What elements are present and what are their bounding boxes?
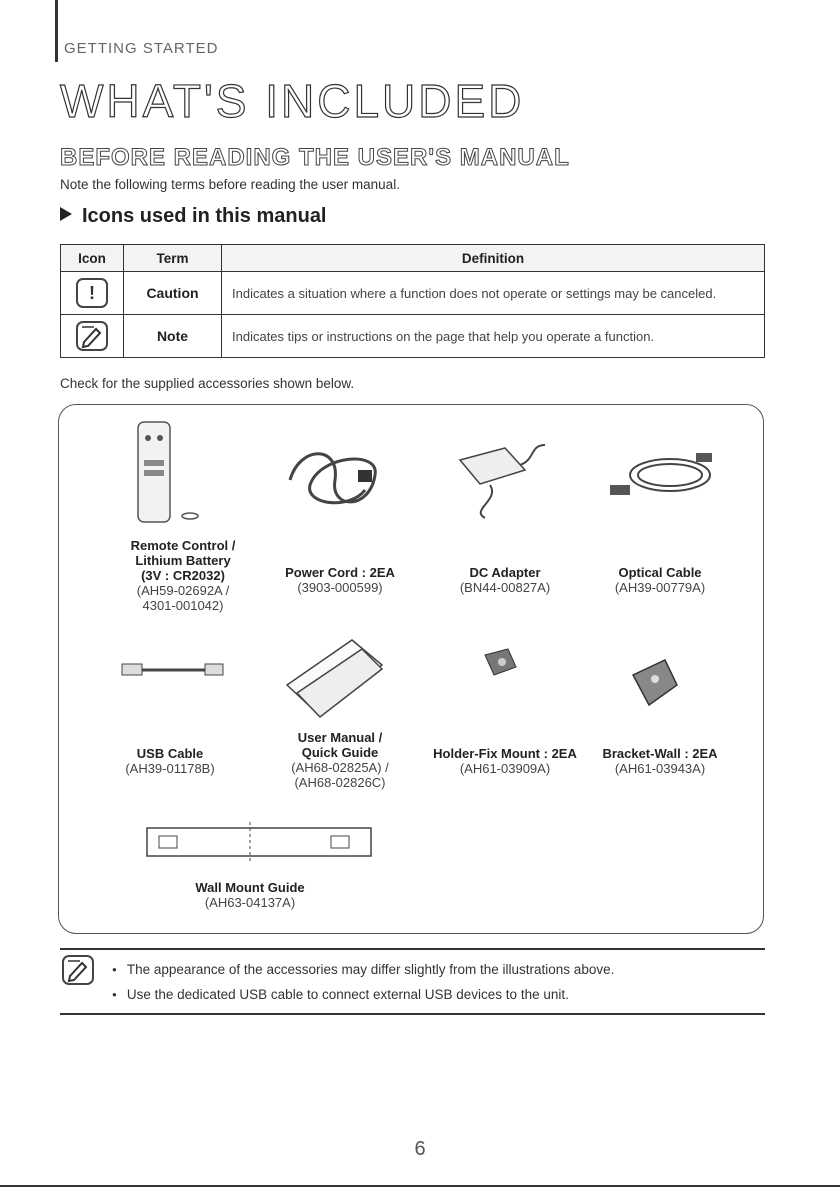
- table-header-row: [61, 245, 765, 272]
- page-number: 6: [414, 1138, 426, 1160]
- icons-heading-text: Icons used in this manual: [82, 205, 327, 227]
- note-divider-top: [60, 948, 765, 950]
- optical-cable-image: [600, 445, 720, 515]
- accessory-power-cord: Power Cord : 2EA (3903-000599): [285, 565, 395, 595]
- accessory-usb-cable: USB Cable (AH39-01178B): [125, 746, 215, 776]
- holder-fix-mount-image: [480, 645, 520, 685]
- wall-mount-guide-image: [145, 822, 375, 862]
- note-icon: [76, 321, 108, 351]
- accessory-user-manual: User Manual / Quick Guide (AH68-02825A) / (AH68-02826C): [291, 730, 389, 790]
- table-header-term: Term: [124, 245, 222, 272]
- check-text: Check for the supplied accessories shown below.: [60, 376, 355, 391]
- icons-heading: [60, 205, 327, 228]
- user-manual-image: [282, 635, 387, 725]
- term-cell: Caution: [124, 272, 222, 315]
- accessory-wall-mount-guide: Wall Mount Guide (AH63-04137A): [195, 880, 305, 910]
- bracket-wall-image: [625, 655, 685, 715]
- note-divider-bottom: [60, 1013, 765, 1015]
- notes-list: [112, 957, 614, 1007]
- section-label: GETTING STARTED: [64, 40, 219, 57]
- definition-cell: Indicates tips or instructions on the page that help you operate a function.: [222, 315, 765, 358]
- definition-cell: Indicates a situation where a function does not operate or settings may be canceled.: [222, 272, 765, 315]
- term-cell: Note: [124, 315, 222, 358]
- list-item: ● Use the dedicated USB cable to connect external USB devices to the unit.: [112, 982, 614, 1007]
- usb-cable-image: [120, 660, 230, 680]
- section-divider: [55, 0, 58, 62]
- remote-control-image: [132, 420, 212, 530]
- accessory-dc-adapter: DC Adapter (BN44-00827A): [459, 565, 551, 595]
- accessory-remote-control: Remote Control / Lithium Battery (3V : CR2032) (AH59-02692A / 4301-001042): [130, 538, 236, 613]
- list-item: ● The appearance of the accessories may differ slightly from the illustrations above.: [112, 957, 614, 982]
- caution-icon: !: [76, 278, 108, 308]
- power-cord-image: [280, 440, 390, 520]
- page-title: WHAT'S INCLUDED: [60, 75, 525, 127]
- accessory-optical-cable: Optical Cable (AH39-00779A): [614, 565, 706, 595]
- accessory-bracket-wall: Bracket-Wall : 2EA (AH61-03943A): [602, 746, 718, 776]
- intro-text: Note the following terms before reading the user manual.: [60, 177, 400, 192]
- page-subtitle: BEFORE READING THE USER'S MANUAL: [60, 144, 570, 171]
- footer-line: [0, 1185, 840, 1187]
- table-header-definition: Definition: [222, 245, 765, 272]
- icon-table: [60, 244, 765, 358]
- dc-adapter-image: [450, 440, 560, 520]
- accessory-holder-fix-mount: Holder-Fix Mount : 2EA (AH61-03909A): [433, 746, 577, 776]
- note-icon: [62, 955, 94, 985]
- table-row: [61, 272, 765, 315]
- triangle-bullet-icon: [60, 207, 72, 221]
- table-row: [61, 315, 765, 358]
- table-header-icon: Icon: [61, 245, 124, 272]
